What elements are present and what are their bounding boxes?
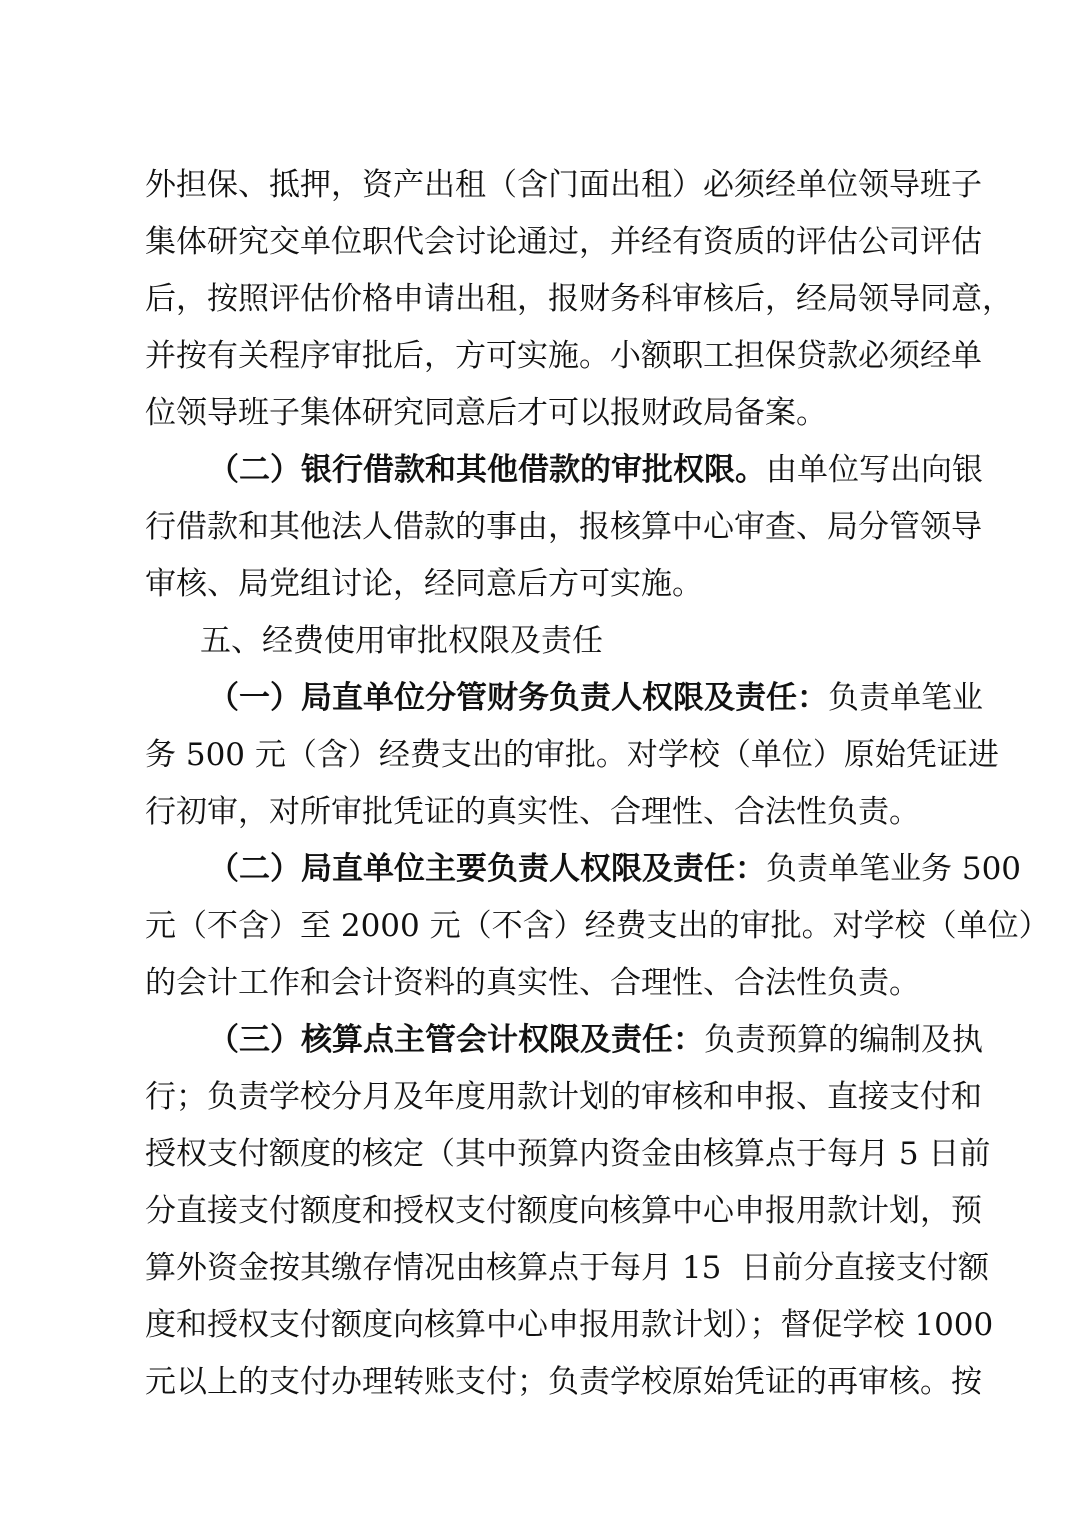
section-heading: （三）核算点主管会计权限及责任： <box>208 1022 704 1058</box>
text-line: 元以上的支付办理转账支付；负责学校原始凭证的再审核。按 <box>145 1364 982 1400</box>
text-line: 的会计工作和会计资料的真实性、合理性、合法性负责。 <box>145 965 920 1001</box>
paragraph-first-line <box>208 1020 983 1060</box>
text-line: 行初审，对所审批凭证的真实性、合理性、合法性负责。 <box>145 794 920 830</box>
text-line: 分直接支付额度和授权支付额度向核算中心申报用款计划，预 <box>145 1193 982 1229</box>
section-heading: （一）局直单位分管财务负责人权限及责任： <box>208 680 828 716</box>
text-line: 集体研究交单位职代会讨论通过，并经有资质的评估公司评估 <box>145 224 982 260</box>
paragraph-first-line <box>208 450 983 490</box>
text-run: 由单位写出向银 <box>766 452 983 488</box>
section-heading: （二）银行借款和其他借款的审批权限。 <box>208 452 766 488</box>
text-run: 负责预算的编制及执 <box>704 1022 983 1058</box>
text-run: 负责单笔业 <box>828 680 983 716</box>
text-line: 度和授权支付额度向核算中心申报用款计划）；督促学校 1000 <box>145 1307 994 1343</box>
text-line: 位领导班子集体研究同意后才可以报财政局备案。 <box>145 395 827 431</box>
paragraph-first-line <box>208 849 1022 889</box>
section-heading: （二）局直单位主要负责人权限及责任： <box>208 851 766 887</box>
text-line: 行借款和其他法人借款的事由，报核算中心审查、局分管领导 <box>145 509 982 545</box>
paragraph-first-line <box>208 678 983 718</box>
text-line: 后，按照评估价格申请出租，报财务科审核后，经局领导同意， <box>145 281 1013 317</box>
text-line: 务 500 元（含）经费支出的审批。对学校（单位）原始凭证进 <box>145 737 999 773</box>
text-line: 授权支付额度的核定（其中预算内资金由核算点于每月 5 日前 <box>145 1136 991 1172</box>
text-line: 外担保、抵押，资产出租（含门面出租）必须经单位领导班子 <box>145 167 982 203</box>
text-line: 行；负责学校分月及年度用款计划的审核和申报、直接支付和 <box>145 1079 982 1115</box>
text-run: 负责单笔业务 500 <box>766 851 1022 887</box>
text-line: 审核、局党组讨论，经同意后方可实施。 <box>145 566 703 602</box>
text-line: 算外资金按其缴存情况由核算点于每月 15 日前分直接支付额 <box>145 1250 990 1286</box>
chapter-heading: 五、经费使用审批权限及责任 <box>200 623 603 659</box>
text-line: 并按有关程序审批后，方可实施。小额职工担保贷款必须经单 <box>145 338 982 374</box>
text-line: 元（不含）至 2000 元（不含）经费支出的审批。对学校（单位） <box>145 908 1050 944</box>
